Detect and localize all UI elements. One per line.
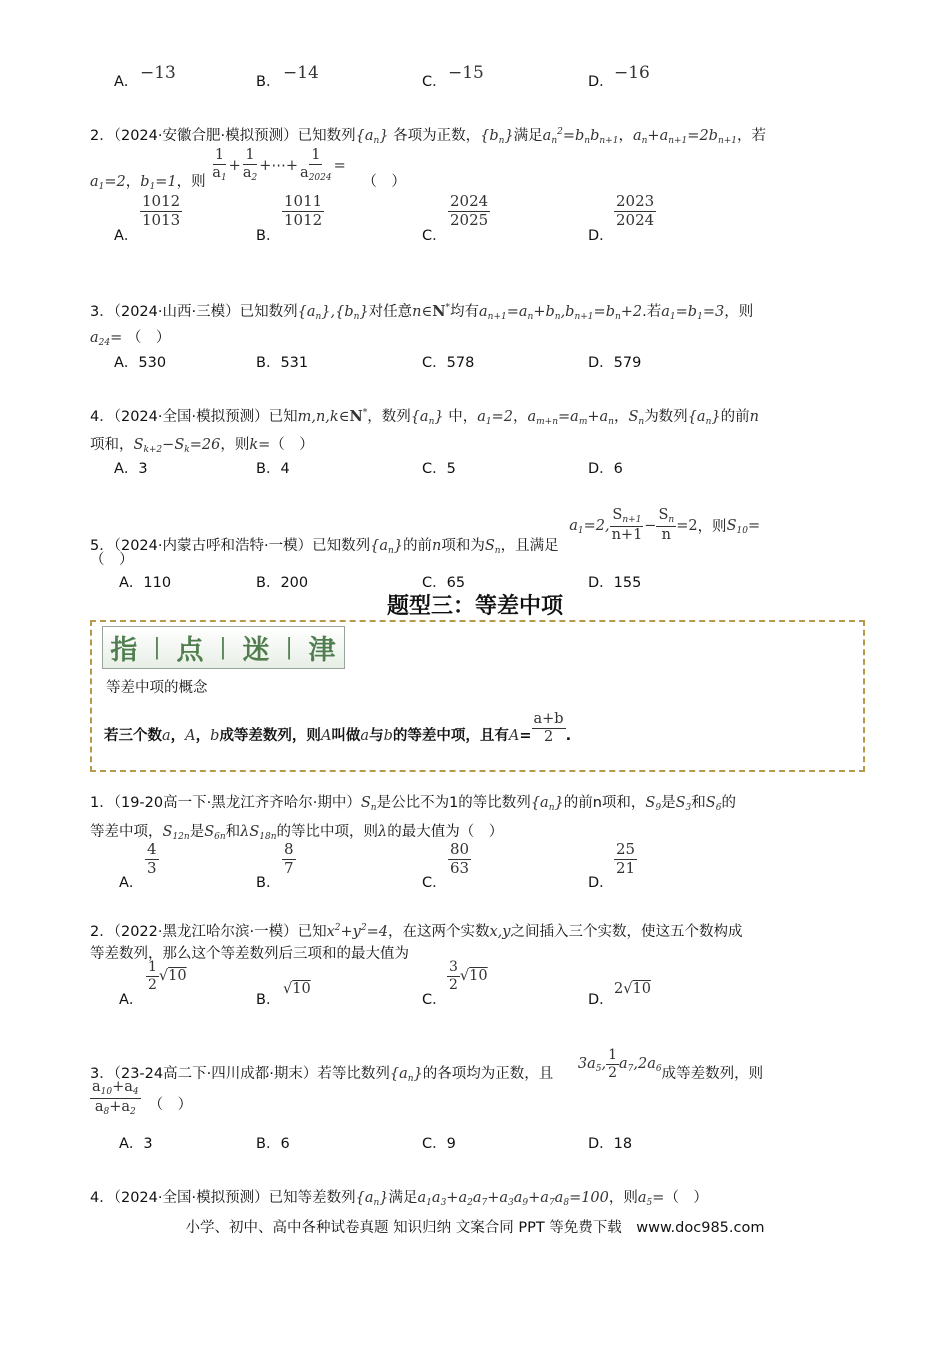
question-number: 4． — [90, 409, 114, 425]
formula: $S_n$ — [484, 537, 501, 556]
option-d: D．6 — [588, 461, 623, 477]
formula: $\frac{a+b}{2}$ — [533, 711, 564, 746]
option-c-fraction: $\frac{2024}{2025}$ — [450, 192, 489, 229]
question-text: ，则 — [608, 1190, 638, 1206]
tip-text: 叫做 — [331, 727, 361, 744]
formula: $S_{10}=$ — [726, 517, 761, 536]
formula: $\{a_n\}$ — [410, 409, 444, 427]
question-source: （2024·安徽合肥·模拟预测）已知数列 — [113, 128, 356, 144]
option-b: B．200 — [256, 575, 309, 591]
question-4-line-1: 4．（2024·全国·模拟预测）已知m,n,k∈N*，数列$\{a_n\}$ 中，$a_1=2$，$a_{m+n}=a_m+a_n$，$S_n$为数列$\{a_n\}$的前n — [90, 408, 759, 427]
option-b-fraction: $\frac{8}{7}$ — [284, 840, 294, 877]
question-3-line-1 — [90, 300, 753, 322]
option-c-label: C． — [422, 228, 447, 244]
option-d-label: D． — [588, 228, 614, 244]
tip-text: 成等差数列，则 — [219, 727, 321, 744]
option-a: A．3 — [114, 461, 148, 477]
formula: $a_{m+n}=a_m+a_n$ — [527, 409, 614, 427]
question-text: 之间插入三个实数，使这五个数构成 — [510, 924, 743, 940]
tip-badge — [102, 626, 345, 669]
option-b-label: B． — [256, 74, 281, 90]
option-c: C．578 — [422, 355, 475, 371]
option-c-label: C． — [422, 74, 447, 90]
option-a-label: A． — [119, 875, 144, 891]
option-c-label: C． — [422, 875, 447, 891]
question-text: ，数列 — [367, 409, 411, 425]
formula: $S_3$ — [675, 795, 692, 813]
option-d-label: D． — [588, 74, 614, 90]
question-text: 的 — [721, 795, 736, 811]
practice-1-line-2 — [90, 820, 503, 842]
question-source: （23-24高二下·四川成都·期末）若等比数列 — [113, 1066, 390, 1083]
formula: $\{a_n\}$ — [370, 537, 404, 556]
question-text: 的前 — [720, 409, 750, 425]
practice-2-line-2: 等差数列，那么这个等差数列后三项和的最大值为 — [90, 946, 409, 962]
option-a-label: A． — [114, 228, 139, 244]
formula: $S_6$ — [705, 795, 722, 813]
formula: n∈N* — [412, 303, 450, 320]
question-text: 的等比中项，则 — [276, 824, 379, 840]
option-d-label: D． — [588, 992, 614, 1008]
formula: $\{a_n\}$ — [355, 128, 389, 146]
formula: $\lambda S_{18n}$ — [240, 824, 277, 842]
option-a: A．110 — [119, 575, 172, 591]
tip-text: 若三个数 — [104, 727, 162, 744]
question-text: 等差中项， — [90, 824, 163, 840]
option-c-value: −15 — [448, 63, 484, 83]
formula: $S_n$ — [360, 795, 377, 813]
answer-paren: （ ） — [362, 173, 406, 190]
option-b-fraction: $\frac{1011}{1012}$ — [284, 192, 323, 229]
question-2-line-2: $a_1=2$，$b_1=1$，则 $\frac{1}{a_1}$ + $\frac{1}{a_2}$ +⋯+ $\frac{1}{a_{2024}}$ = （ ） — [90, 147, 406, 192]
tip-body: 若三个数a，A，b成等差数列，则A叫做a与b的等差中项，且有A= $\frac{a+b}{2}$ . — [104, 711, 572, 746]
question-2-line-1: 2．（2024·安徽合肥·模拟预测）已知数列$\{a_n\}$ 各项为正数，$\{b_n\}$满足$a_n^2=b_nb_{n+1}$，$a_n+a_{n+1}=2b_{n+1}$，若 — [90, 127, 767, 146]
option-b: B．6 — [256, 1136, 290, 1152]
formula: $S_{6n}$ — [204, 824, 226, 842]
question-source: （2024·山西·三模）已知数列 — [113, 304, 298, 320]
option-d: D．579 — [588, 355, 642, 371]
formula: $\frac{1}{a_1}$ — [212, 147, 227, 184]
question-text: 的前 — [403, 537, 433, 554]
option-a-label: A． — [114, 74, 139, 90]
option-b-label: B． — [256, 875, 281, 891]
question-text: 成等差数列，则 — [661, 1066, 764, 1083]
formula: $S_{k+2}-S_k=26$ — [133, 437, 221, 455]
formula: $a_1=2$ — [90, 173, 126, 192]
practice-3-line-2 — [90, 1080, 192, 1118]
option-b-label: B． — [256, 228, 281, 244]
question-source: （2022·黑龙江哈尔滨·一模）已知 — [113, 924, 327, 940]
option-a-fraction: $\frac{4}{3}$ — [147, 840, 157, 877]
formula: $\frac{a_{10}+a_4}{a_8+a_2}$ — [92, 1079, 139, 1118]
formula: $S_n$ — [628, 409, 645, 427]
formula: $S_{12n}$ — [162, 824, 190, 842]
option-a: A．3 — [119, 1136, 153, 1152]
formula: x,y — [489, 924, 511, 940]
question-text: 的各项均为正数，且 — [422, 1066, 554, 1083]
badge-char: 指 — [110, 635, 139, 666]
formula: $x^2+y^2=4$ — [326, 923, 388, 940]
option-d-label: D． — [588, 875, 614, 891]
formula: m,n,k∈N* — [297, 408, 368, 425]
formula: $\frac{S_{n+1}}{n+1}$ — [611, 507, 643, 544]
question-source: （19-20高一下·黑龙江齐齐哈尔·期中） — [113, 795, 361, 811]
answer-paren: （ ） — [90, 552, 134, 568]
question-text: ，在这两个实数 — [387, 924, 490, 940]
section-title: 题型三：等差中项 — [386, 594, 563, 619]
question-text: 项和， — [90, 437, 134, 453]
option-a-value: −13 — [140, 63, 176, 83]
option-a-value: $\frac{1}{2}$ √10 — [148, 959, 187, 993]
formula: $\{b_n\}$ — [480, 128, 514, 146]
formula: $\{a_n\},\{b_n\}$ — [297, 304, 369, 322]
answer-paren: （ ） — [126, 330, 171, 346]
question-text: 是公比不为1的等比数列 — [376, 795, 531, 811]
footer-text: 小学、初中、高中各种试卷真题 知识归纳 文案合同 PPT 等免费下载 www.doc985.com — [185, 1220, 765, 1236]
option-b-value: √10 — [283, 981, 311, 997]
question-number: 3． — [90, 304, 114, 320]
question-4-line-2 — [90, 433, 314, 455]
question-text: 的最大值为（ ） — [387, 824, 504, 840]
option-d: D．18 — [588, 1136, 633, 1152]
formula: $a_n+a_{n+1}=2b_{n+1}$ — [632, 128, 738, 146]
question-text: ，则 — [220, 437, 250, 453]
option-d: D．155 — [588, 575, 642, 591]
tip-heading: 等差中项的概念 — [106, 680, 208, 696]
question-text: 和 — [225, 824, 241, 840]
question-text: ，则 — [697, 518, 727, 535]
formula: λ — [378, 824, 388, 840]
badge-char: 津 — [308, 635, 337, 666]
formula: $a_1=b_1=3$ — [661, 304, 725, 322]
formula: $\{a_n\}$ — [355, 1190, 389, 1208]
badge-divider: | — [219, 635, 228, 660]
practice-2-line-1 — [90, 920, 742, 941]
question-text: 满足 — [388, 1190, 418, 1206]
question-number: 1． — [90, 795, 114, 811]
question-text: .若 — [642, 304, 662, 320]
option-a: A．530 — [114, 355, 167, 371]
formula: $a_1=2$ — [477, 409, 513, 427]
answer-paren: （ ） — [148, 1096, 193, 1113]
option-b: B．4 — [256, 461, 290, 477]
question-text: 为数列 — [644, 409, 688, 425]
question-source: （2024·全国·模拟预测）已知 — [113, 409, 298, 425]
question-text: ，则 — [724, 304, 754, 320]
question-text: 满足 — [513, 128, 543, 144]
badge-char: 点 — [176, 635, 205, 666]
formula: $b_1=1$ — [140, 173, 177, 192]
formula: $S_9$ — [645, 795, 662, 813]
question-text: 均有 — [450, 304, 479, 320]
question-text: ，若 — [737, 128, 767, 144]
option-d-value: 2√10 — [614, 981, 651, 997]
formula: $a_1=2$, — [569, 517, 610, 536]
option-a-fraction: $\frac{1012}{1013}$ — [142, 192, 181, 229]
answer-paren: （ ） — [270, 437, 314, 453]
question-text: 项和为 — [441, 537, 485, 554]
formula: $3a_5$, — [577, 1056, 607, 1075]
option-c-label: C． — [422, 992, 447, 1008]
option-a-label: A． — [119, 992, 144, 1008]
question-source: （2024·全国·模拟预测）已知等差数列 — [113, 1190, 356, 1206]
question-text: 和 — [691, 795, 706, 811]
option-c-value: $\frac{3}{2}$ √10 — [449, 959, 488, 993]
practice-3-line-1: 3．（23-24高二下·四川成都·期末）若等比数列$\{a_n\}$的各项均为正数，且 $3a_5$, $\frac{1}{2}$ $a_7,2a_6$成等差数列，则 — [90, 1047, 764, 1085]
option-d-value: −16 — [614, 63, 650, 83]
formula: $a_{n+1}=a_n+b_n,b_{n+1}=b_n+2$ — [479, 304, 643, 322]
badge-char: 迷 — [242, 635, 271, 666]
formula: k= — [249, 437, 271, 453]
option-c: C．9 — [422, 1136, 456, 1152]
question-text: 中， — [448, 409, 478, 425]
formula: $a_5=$ — [637, 1190, 665, 1208]
option-d-fraction: $\frac{25}{21}$ — [616, 840, 636, 877]
option-b-label: B． — [256, 992, 281, 1008]
question-text: ，且满足 — [500, 537, 559, 554]
question-text: ，则 — [176, 173, 206, 190]
practice-1-line-1 — [90, 791, 736, 813]
option-b: B．531 — [256, 355, 309, 371]
formula: $a_1a_3+a_2a_7+a_3a_9+a_7a_8=100$ — [417, 1190, 609, 1208]
question-text: 各项为正数， — [393, 128, 481, 144]
question-text: 是 — [661, 795, 676, 811]
practice-4-line-1 — [90, 1186, 708, 1208]
answer-paren: （ ） — [664, 1190, 708, 1206]
question-source: （2024·内蒙古呼和浩特·一模）已知数列 — [113, 537, 371, 554]
question-text: 的前n项和， — [563, 795, 646, 811]
question-number: 4． — [90, 1190, 114, 1206]
formula: $a_{24}=$ — [90, 330, 123, 348]
option-c: C．5 — [422, 461, 456, 477]
formula: $\{a_n\}$ — [389, 1066, 423, 1085]
question-3-line-2 — [90, 326, 170, 348]
option-b-value: −14 — [283, 63, 319, 83]
formula: $a_n^2=b_nb_{n+1}$ — [542, 127, 619, 146]
question-number: 5． — [90, 537, 114, 554]
badge-divider: | — [285, 635, 294, 660]
formula: $\{a_n\}$ — [530, 795, 564, 813]
badge-divider: | — [153, 635, 162, 660]
option-c: C．65 — [422, 575, 466, 591]
question-number: 3． — [90, 1066, 114, 1083]
formula: $\{a_n\}$ — [687, 409, 721, 427]
question-number: 2． — [90, 924, 114, 940]
question-text: 是 — [189, 824, 205, 840]
option-d-fraction: $\frac{2023}{2024}$ — [616, 192, 655, 229]
tip-text: 的等差中项，且有 — [392, 727, 509, 744]
option-c-fraction: $\frac{80}{63}$ — [450, 840, 470, 877]
tip-text: 与 — [369, 727, 384, 744]
question-text: 对任意 — [368, 304, 413, 320]
question-number: 2． — [90, 128, 114, 144]
question-5-line-1: 5．（2024·内蒙古呼和浩特·一模）已知数列$\{a_n\}$的前n项和为$S_n$，且满足 $a_1=2$, $\frac{S_{n+1}}{n+1}$ − $\frac{S_n}{n}$ =2，则$S_{10}=$ — [90, 507, 761, 556]
